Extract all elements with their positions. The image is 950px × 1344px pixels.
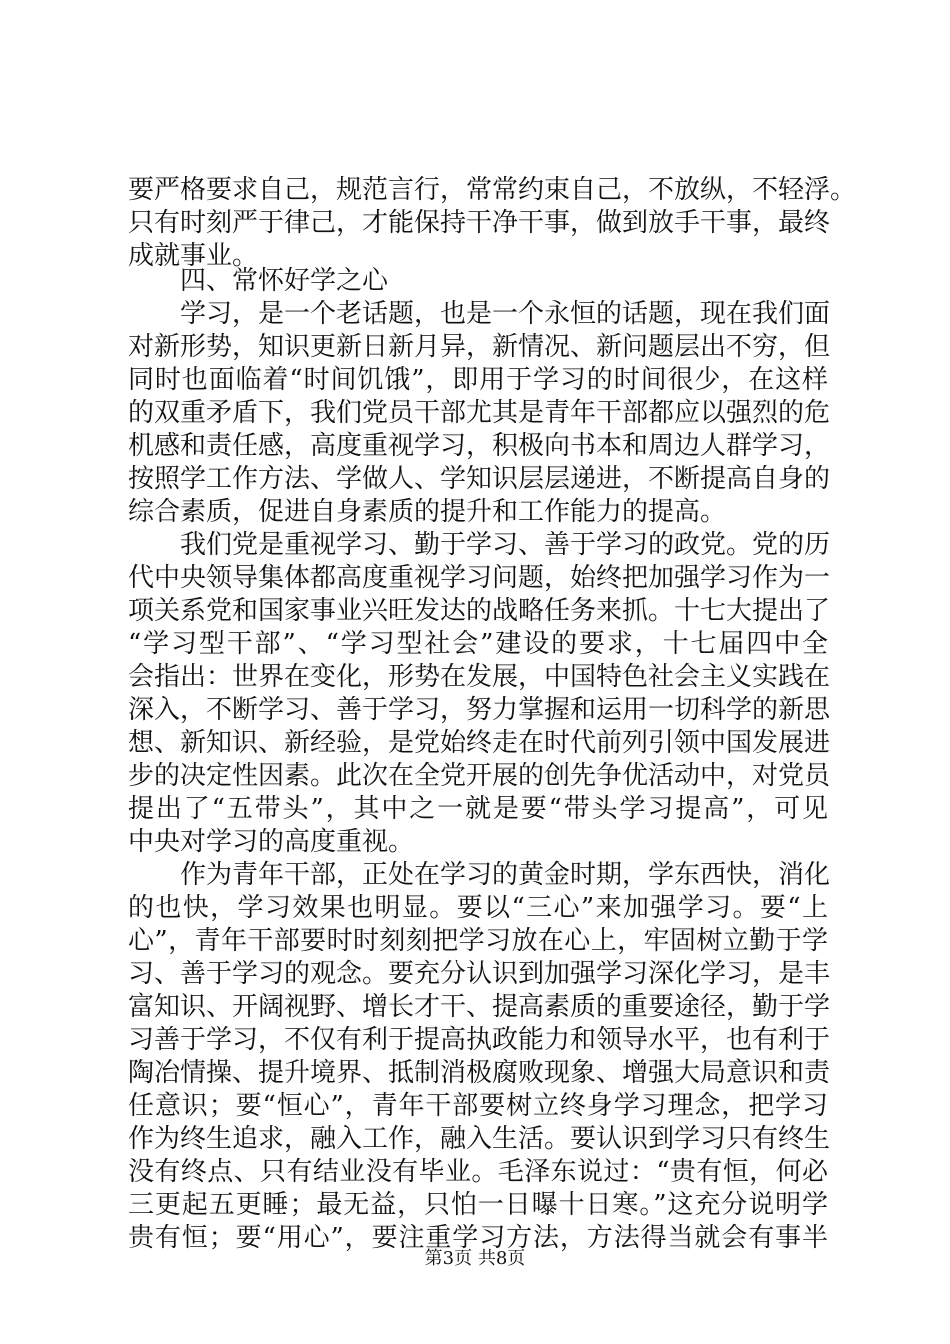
text-line: 习、善于学习的观念。要充分认识到加强学习深化学习，是丰 — [128, 959, 831, 989]
text-line: 我们党是重视学习、勤于学习、善于学习的政党。党的历 — [180, 530, 831, 560]
text-line: 深入，不断学习、善于学习，努力掌握和运用一切科学的新思 — [128, 695, 831, 725]
text-line: 的双重矛盾下，我们党员干部尤其是青年干部都应以强烈的危 — [128, 398, 831, 428]
text-line: 作为青年干部，正处在学习的黄金时期，学东西快，消化 — [180, 860, 831, 890]
section-heading: 四、常怀好学之心 — [180, 266, 389, 296]
text-line: 陶冶情操、提升境界、抵制消极腐败现象、增强大局意识和责 — [128, 1058, 831, 1088]
text-line: 项关系党和国家事业兴旺发达的战略任务来抓。十七大提出了 — [128, 596, 831, 626]
text-line: 心”，青年干部要时时刻刻把学习放在心上，牢固树立勤于学 — [128, 926, 828, 956]
text-line: 学习，是一个老话题，也是一个永恒的话题，现在我们面 — [180, 299, 831, 329]
text-line: 的也快，学习效果也明显。要以“三心”来加强学习。要“上 — [128, 893, 828, 923]
text-line: 综合素质，促进自身素质的提升和工作能力的提高。 — [128, 497, 727, 527]
text-line: 中央对学习的高度重视。 — [128, 827, 415, 857]
text-line: 贵有恒；要“用心”，要注重学习方法，方法得当就会有事半 — [128, 1223, 828, 1253]
text-line: 没有终点、只有结业没有毕业。毛泽东说过：“贵有恒，何必 — [128, 1157, 828, 1187]
page-footer — [0, 1247, 950, 1271]
text-line: 习善于学习，不仅有利于提高执政能力和领导水平，也有利于 — [128, 1025, 831, 1055]
text-line: 想、新知识、新经验，是党始终走在时代前列引领中国发展进 — [128, 728, 831, 758]
text-line: 富知识、开阔视野、增长才干、提高素质的重要途径，勤于学 — [128, 992, 831, 1022]
text-line: 会指出：世界在变化，形势在发展，中国特色社会主义实践在 — [128, 662, 831, 692]
text-line: 要严格要求自己，规范言行，常常约束自己，不放纵，不轻浮。 — [128, 175, 857, 205]
text-line: 机感和责任感，高度重视学习，积极向书本和周边人群学习， — [128, 431, 831, 461]
text-line: 只有时刻严于律己，才能保持干净干事，做到放手干事，最终 — [128, 208, 831, 238]
text-line: 按照学工作方法、学做人、学知识层层递进，不断提高自身的 — [128, 464, 831, 494]
text-line: 对新形势，知识更新日新月异，新情况、新问题层出不穷，但 — [128, 332, 831, 362]
text-line: 同时也面临着“时间饥饿”，即用于学习的时间很少，在这样 — [128, 365, 828, 395]
page-number-label: 第3页 共8页 — [424, 1248, 526, 1269]
text-line: 任意识；要“恒心”，青年干部要树立终身学习理念，把学习 — [128, 1091, 828, 1121]
text-line: 提出了“五带头”，其中之一就是要“带头学习提高”，可见 — [128, 794, 828, 824]
text-line: 三更起五更睡；最无益，只怕一日曝十日寒。”这充分说明学 — [128, 1190, 828, 1220]
text-line: 步的决定性因素。此次在全党开展的创先争优活动中，对党员 — [128, 761, 831, 791]
text-line: 成就事业。 — [128, 241, 259, 271]
text-line: 作为终生追求，融入工作，融入生活。要认识到学习只有终生 — [128, 1124, 831, 1154]
text-line: 代中央领导集体都高度重视学习问题，始终把加强学习作为一 — [128, 563, 831, 593]
text-line: “学习型干部”、“学习型社会”建设的要求，十七届四中全 — [128, 629, 828, 659]
